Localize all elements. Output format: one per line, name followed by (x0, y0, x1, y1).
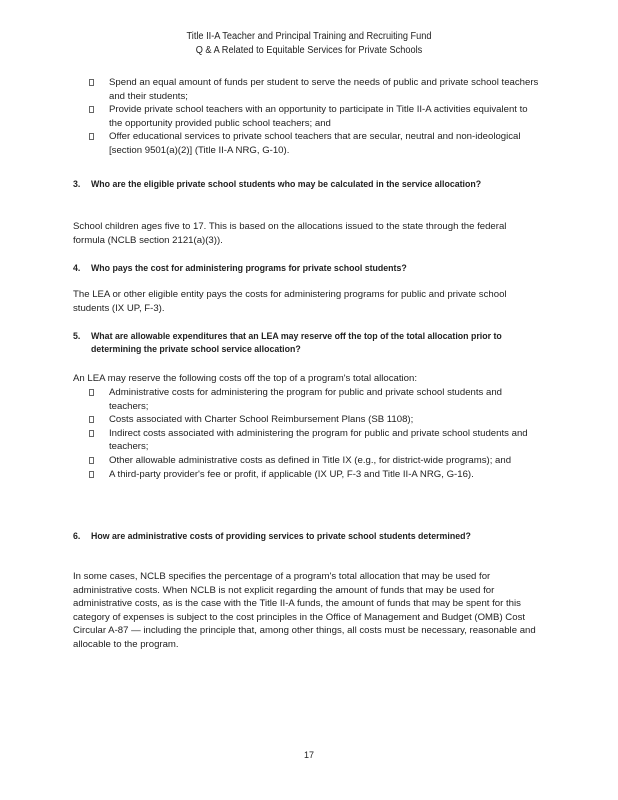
bullet-box-icon (89, 106, 94, 113)
list-item: A third-party provider's fee or profit, if applicable (IX UP, F-3 and Title II-A NRG, G-16). (73, 468, 541, 482)
bullet-box-icon (89, 457, 94, 464)
answer-5-intro: An LEA may reserve the following costs off the top of a program's total allocation: (73, 373, 418, 384)
list-item: Costs associated with Charter School Reimbursement Plans (SB 1108); (73, 413, 541, 427)
question-4: 4. Who pays the cost for administering programs for private school students? (73, 263, 407, 273)
question-6: 6. How are administrative costs of providing services to private school students determined? (73, 531, 471, 541)
top-bullet-list (73, 76, 541, 158)
list-item: Indirect costs associated with administering the program for public and private school students and teachers; (73, 427, 541, 454)
list-item: Offer educational services to private school teachers that are secular, neutral and non-ideological [section 9501(a)(2)] (Title II-A NRG, G-10). (73, 130, 541, 157)
page-number: 17 (303, 750, 314, 760)
answer-3: School children ages five to 17. This is based on the allocations issued to the state through the federal formula (NCLB section 2121(a)(3)). (73, 221, 507, 246)
bullet-box-icon (89, 133, 94, 140)
bullet-box-icon (89, 79, 94, 86)
answer-4: The LEA or other eligible entity pays the costs for administering programs for public and private school students (IX UP, F-3). (73, 289, 507, 314)
bullet-box-icon (89, 471, 94, 478)
question-5: 5. What are allowable expenditures that an LEA may reserve off the top of the total allocation prior to determining the private school service allocation? (73, 331, 502, 354)
page-header (25, 30, 594, 58)
question-3: 3. Who are the eligible private school students who may be calculated in the service allocation? (73, 179, 482, 189)
list-item: Administrative costs for administering the program for public and private school students and teachers; (73, 386, 541, 413)
list-item: Provide private school teachers with an opportunity to participate in Title II-A activities equivalent to the opportunity provided public school teachers; and (73, 103, 541, 130)
bullet-box-icon (89, 416, 94, 423)
list-item: Spend an equal amount of funds per student to serve the needs of public and private school teachers and their students; (73, 76, 541, 103)
answer-5-bullet-list (73, 386, 541, 481)
list-item: Other allowable administrative costs as defined in Title IX (e.g., for district-wide programs); and (73, 454, 541, 468)
answer-6: In some cases, NCLB specifies the percentage of a program's total allocation that may be used for administrative costs. When NCLB is not explicit regarding the amount of funds that may be used for administrative costs, as is the case with the Title II-A funds, the amount of funds that may be spent for this category of expenses is subject to the cost principles in the Office of Management and Budget (OMB) Cost Circular A-87 — including the principle that, among other things, all costs must be necessary, reasonable and allocable to the program. (73, 571, 536, 650)
bullet-box-icon (89, 389, 94, 396)
header-line-2: Q & A Related to Equitable Services for Private Schools (195, 45, 423, 56)
bullet-box-icon (89, 430, 94, 437)
header-line-1: Title II-A Teacher and Principal Training and Recruiting Fund (186, 31, 432, 42)
